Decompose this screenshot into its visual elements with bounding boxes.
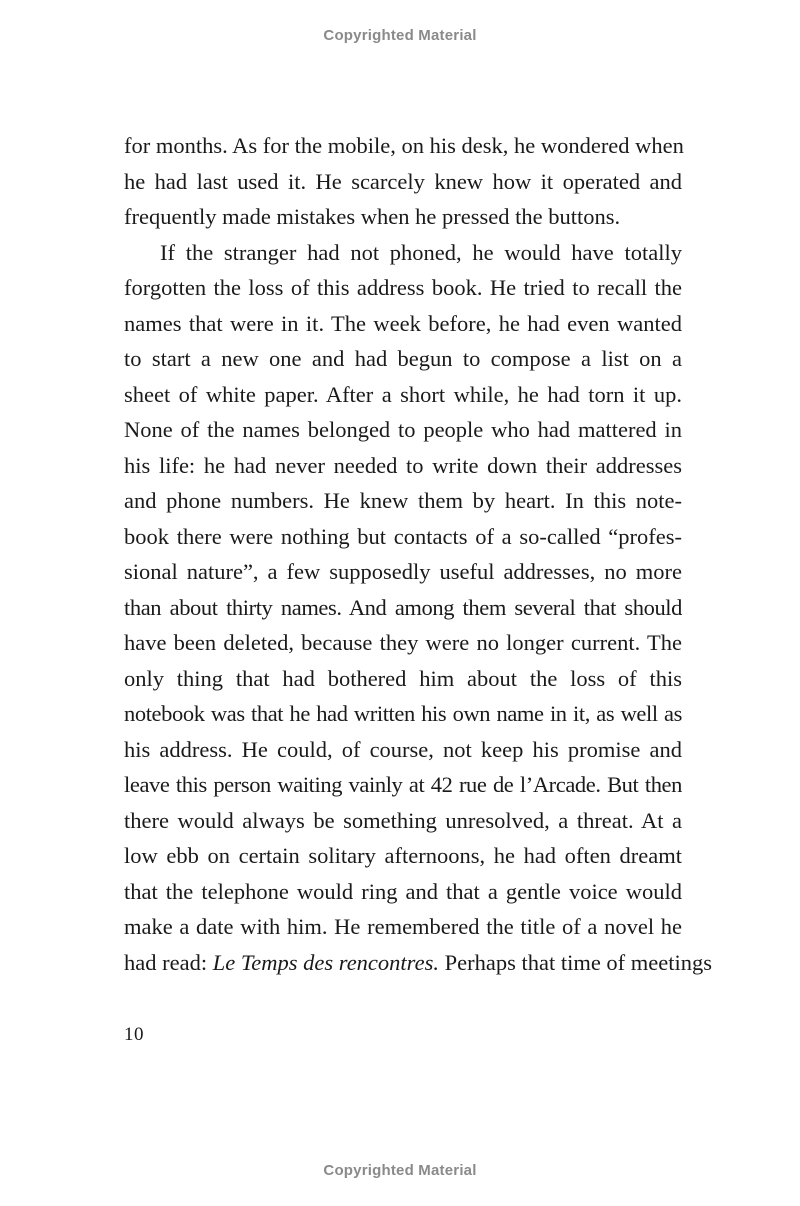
text-line: he had last used it. He scarcely knew how it operated and xyxy=(124,168,682,194)
text-line: his address. He could, of course, not keep his promise and xyxy=(124,736,682,762)
text-line: there would always be something unresolved, a threat. At a xyxy=(124,807,682,833)
text-line: frequently made mistakes when he pressed the buttons. xyxy=(124,204,621,229)
copyright-watermark-top: Copyrighted Material xyxy=(323,27,477,44)
page-body-text xyxy=(124,128,713,980)
paragraph-1 xyxy=(124,128,682,235)
text-line: to start a new one and had begun to compose a list on a xyxy=(124,346,682,371)
text-line: than about thirty names. And among them several that should xyxy=(124,594,682,620)
paragraph-2 xyxy=(124,235,713,981)
text-line: names that were in it. The week before, he had even wanted xyxy=(124,310,682,336)
text-line: leave this person waiting vainly at 42 rue de l’Arcade. But then xyxy=(124,772,682,797)
text-line: have been deleted, because they were no longer current. The xyxy=(124,630,682,655)
text-line: low ebb on certain solitary afternoons, he had often dreamt xyxy=(124,843,682,868)
text-line: for months. As for the mobile, on his desk, he wondered when xyxy=(124,133,684,158)
copyright-watermark-bottom: Copyrighted Material xyxy=(323,1162,477,1179)
text-line: forgotten the loss of this address book. He tried to recall the xyxy=(124,275,682,300)
text-line: his life: he had never needed to write down their addresses xyxy=(124,452,682,478)
page-number: 10 xyxy=(124,1024,144,1045)
text-line: sheet of white paper. After a short while, he had torn it up. xyxy=(124,381,682,407)
text-line-final xyxy=(124,945,713,981)
novel-title-italic: Le Temps des rencontres. xyxy=(212,949,439,975)
text-line: None of the names belonged to people who had mattered in xyxy=(124,417,682,442)
text-line: If the stranger had not phoned, he would have totally xyxy=(160,239,682,265)
final-line-start: had read: xyxy=(124,949,213,975)
final-line-end: Perhaps that time of meetings xyxy=(438,949,713,975)
text-line: sional nature”, a few supposedly useful addresses, no more xyxy=(124,559,682,584)
text-line: and phone numbers. He knew them by heart. In this note- xyxy=(124,488,682,513)
text-line: make a date with him. He remembered the title of a novel he xyxy=(124,914,682,939)
text-line: that the telephone would ring and that a gentle voice would xyxy=(124,878,682,904)
text-line: only thing that had bothered him about the loss of this xyxy=(124,665,682,691)
text-line: book there were nothing but contacts of a so-called “profes- xyxy=(124,523,682,549)
text-line: notebook was that he had written his own name in it, as well as xyxy=(124,701,682,726)
